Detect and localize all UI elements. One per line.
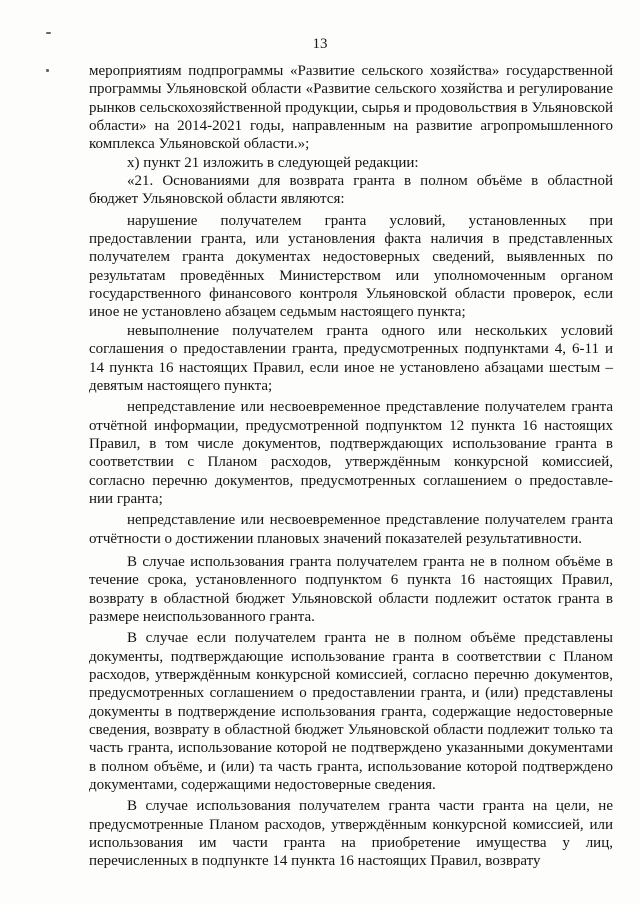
paragraph-ground-violation: нарушение получателем гранта условий, установленных при предоставлении гранта, или установления факта наличия в представленных получателем гранта документах недостоверных сведений, выявленных по результатам проведённых Министерством или уполномоченным органом государственного финансового контроля Ульяновской области проверок, если иное не установлено абзацем седьмым настоящего пункта; xyxy=(89,212,613,321)
paragraph-partial-use: В случае использования гранта получателем гранта не в полном объёме в течение срока, установленного подпунктом 6 пункта 16 настоящих Правил, возврату в областной бюджет Ульяновской области подлежит остаток гранта в размере неиспользованного гранта. xyxy=(89,553,613,625)
paragraph-amendment-h: х) пункт 21 изложить в следующей редакции: xyxy=(127,154,419,171)
paragraph-incomplete-documents: В случае если получателем гранта не в полном объёме представлены документы, подтверждающие использование гранта в соответствии с Планом расходов, утверждённым конкурсной комиссией, согласно перечню документов, предусмотренных соглашением о предоставлении гранта, и (или) представлены документы в подтверждение использования гранта, содержащие недостоверные сведения, возврату в областной бюджет Ульяновской области подлежит только та часть гранта, использование которой не подтверждено указанными документами в полном объёме, и (или) та часть гранта, использование которой подтверждено документами, содержащими недостоверные сведения. xyxy=(89,630,613,794)
paragraph-continuation: мероприятиям подпрограммы «Развитие сельского хозяйства» государственной программы Ульяновской области «Развитие сельского хозяйства и регулирование рынков сельскохозяйственной продукции, сырья и продовольствия в Ульяновской области» на 2014-2021 годы, направленным на развитие агропромышленного комплекса Ульяновской области.»; xyxy=(89,63,613,153)
paragraph-ground-nonfulfillment: невыполнение получателем гранта одного или нескольких условий соглашения о предоставлении гранта, предусмотренных подпунктами 4, 6-11 и 14 пункта 16 настоящих Правил, если иное не установлено абзацами шестым – девятым настоящего пункта; xyxy=(89,322,613,394)
paragraph-clause-21: «21. Основаниями для возврата гранта в полном объёме в областной бюджет Ульяновской области являются: xyxy=(89,173,613,208)
scan-mark xyxy=(46,32,51,34)
page-number: 13 xyxy=(312,36,328,52)
scan-mark xyxy=(46,69,49,72)
paragraph-misuse: В случае использования получателем гранта части гранта на цели, не предусмотренные Планом расходов, утверждённым конкурсной комиссией, или использования им части гранта на приобретение имущества у лиц, перечисленных в подпункте 14 пункта 16 настоящих Правил, возврату xyxy=(89,798,613,870)
paragraph-ground-reporting: непредставление или несвоевременное представление получателем гранта отчётной информации, предусмотренной подпунктом 12 пункта 16 настоящих Правил, в том числе документов, подтверждающих использование гранта в соответствии с Планом расходов, утверждённым конкурсной комиссией, согласно перечню документов, предусмотренных соглашением о предоставле-нии гранта; xyxy=(89,399,613,507)
document-body xyxy=(89,62,613,871)
paragraph-ground-performance: непредставление или несвоевременное представление получателем гранта отчётности о достижении плановых значений показателей результативности. xyxy=(89,512,613,547)
